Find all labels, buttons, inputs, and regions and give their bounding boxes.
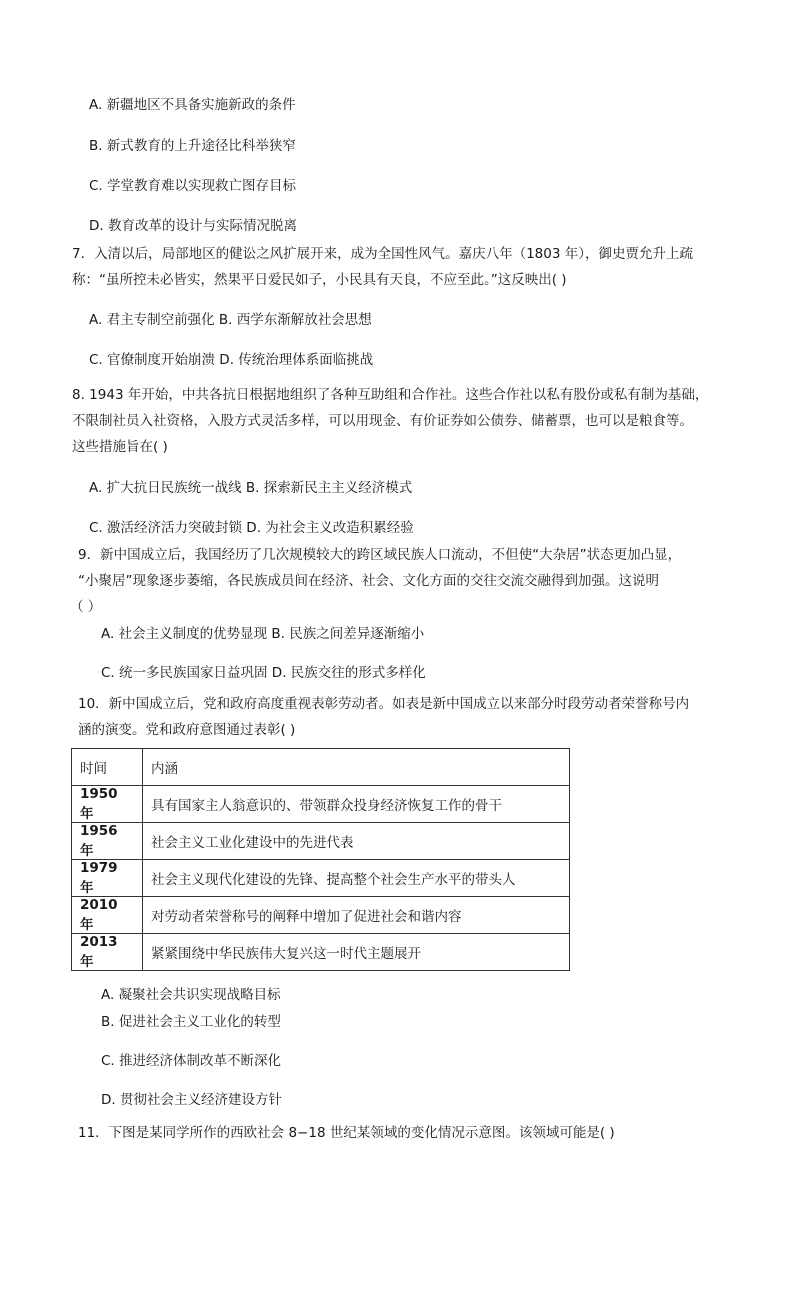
table-row	[72, 786, 570, 823]
table-cell-year: 1979 年	[72, 860, 143, 897]
q9-options-ab: A. 社会主义制度的优势显现 B. 民族之间差异逐渐缩小	[101, 626, 425, 642]
table-cell-meaning: 社会主义现代化建设的先锋、提高整个社会生产水平的带头人	[143, 860, 570, 897]
table-cell-year: 2010 年	[72, 897, 143, 934]
table-cell-meaning: 对劳动者荣誉称号的阐释中增加了促进社会和谐内容	[143, 897, 570, 934]
q8-options-ab: A. 扩大抗日民族统一战线 B. 探索新民主主义经济模式	[89, 480, 413, 496]
q9-stem-line-1: 9．新中国成立后，我国经历了几次规模较大的跨区域民族人口流动，不但使“大杂居”状态更加凸显，	[78, 547, 682, 563]
q10-stem-line-2: 涵的演变。党和政府意图通过表彰( )	[78, 722, 296, 738]
table-row	[72, 860, 570, 897]
q8-options-cd: C. 激活经济活力突破封锁 D. 为社会主义改造积累经验	[89, 520, 414, 536]
table-header-row	[72, 749, 570, 786]
q7-stem-line-1: 7．入清以后，局部地区的健讼之风扩展开来，成为全国性风气。嘉庆八年（1803 年），御史贾允升上疏	[72, 246, 693, 262]
q10-option-a: A. 凝聚社会共识实现战略目标	[101, 987, 281, 1003]
q6-option-b: B. 新式教育的上升途径比科举狭窄	[89, 138, 296, 154]
q8-stem-line-3: 这些措施旨在( )	[72, 439, 168, 455]
table-row	[72, 934, 570, 971]
q7-options-ab: A. 君主专制空前强化 B. 西学东渐解放社会思想	[89, 312, 372, 328]
table-header-time: 时间	[72, 749, 143, 786]
table-cell-meaning: 具有国家主人翁意识的、带领群众投身经济恢复工作的骨干	[143, 786, 570, 823]
q7-stem-line-2: 称：“虽所控未必皆实，然果平日爱民如子，小民具有天良，不应至此。”这反映出( )	[72, 272, 567, 288]
table-row	[72, 823, 570, 860]
q6-option-c: C. 学堂教育难以实现救亡图存目标	[89, 178, 297, 194]
table-row	[72, 897, 570, 934]
q9-stem-line-3: （ ）	[70, 599, 102, 615]
q7-options-cd: C. 官僚制度开始崩溃 D. 传统治理体系面临挑战	[89, 352, 374, 368]
q10-option-d: D. 贯彻社会主义经济建设方针	[101, 1092, 282, 1108]
table-cell-meaning: 社会主义工业化建设中的先进代表	[143, 823, 570, 860]
q10-option-b: B. 促进社会主义工业化的转型	[101, 1014, 281, 1030]
table-cell-year: 1956 年	[72, 823, 143, 860]
q10-option-c: C. 推进经济体制改革不断深化	[101, 1053, 282, 1069]
q9-stem-line-2: “小聚居”现象逐步萎缩，各民族成员间在经济、社会、文化方面的交往交流交融得到加强。这说明	[78, 573, 659, 589]
q6-option-a: A. 新疆地区不具备实施新政的条件	[89, 97, 296, 113]
honor-evolution-table	[71, 748, 570, 971]
table-cell-meaning: 紧紧围绕中华民族伟大复兴这一时代主题展开	[143, 934, 570, 971]
q11-stem-line-1: 11．下图是某同学所作的西欧社会 8−18 世纪某领域的变化情况示意图。该领域可能是( )	[78, 1125, 615, 1141]
table-cell-year: 1950 年	[72, 786, 143, 823]
table-cell-year: 2013 年	[72, 934, 143, 971]
q8-stem-line-1: 8. 1943 年开始，中共各抗日根据地组织了各种互助组和合作社。这些合作社以私有股份或私有制为基础，	[72, 387, 709, 403]
table-header-meaning: 内涵	[143, 749, 570, 786]
q8-stem-line-2: 不限制社员入社资格，入股方式灵活多样，可以用现金、有价证券如公债券、储蓄票，也可以是粮食等。	[72, 413, 693, 429]
q9-options-cd: C. 统一多民族国家日益巩固 D. 民族交往的形式多样化	[101, 665, 426, 681]
q10-stem-line-1: 10．新中国成立后，党和政府高度重视表彰劳动者。如表是新中国成立以来部分时段劳动者荣誉称号内	[78, 696, 690, 712]
q6-option-d: D. 教育改革的设计与实际情况脱离	[89, 218, 297, 234]
